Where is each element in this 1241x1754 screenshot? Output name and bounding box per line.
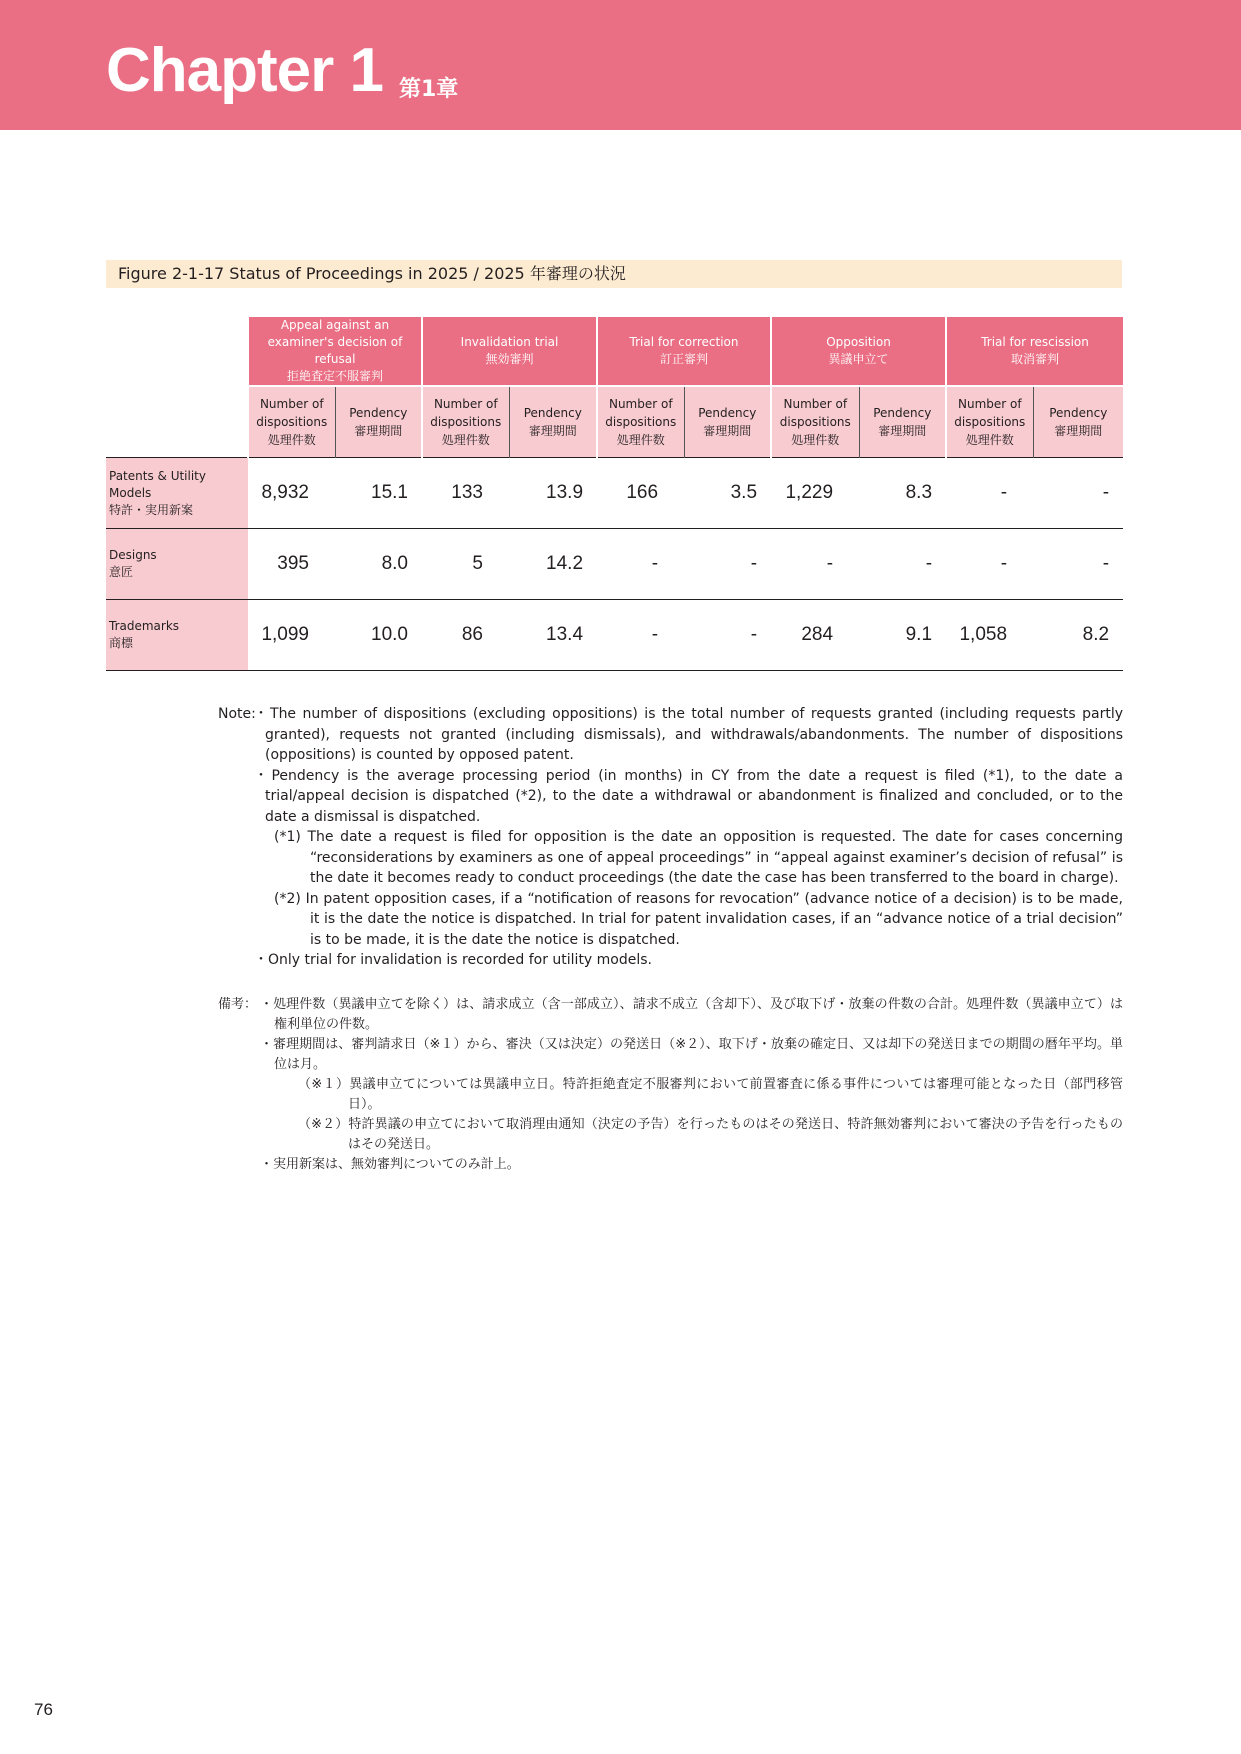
note-label-jp: 備考： — [218, 996, 258, 1012]
table-cell: 8.0 — [335, 529, 422, 600]
subhead-jp: 審理期間 — [1054, 424, 1103, 438]
row-header-jp: 商標 — [109, 636, 134, 650]
subhead-jp: 審理期間 — [354, 424, 403, 438]
table-cell: - — [859, 529, 946, 600]
subhead-text: Pendency — [698, 406, 757, 420]
group-jp: 異議申立て — [828, 352, 889, 366]
group-header-rescission — [946, 317, 1123, 386]
note-jp — [218, 995, 1123, 1175]
subhead-pendency — [684, 386, 771, 458]
note-bullet: ・Only trial for invalidation is recorded for utility models. — [254, 952, 653, 968]
group-jp: 拒絶査定不服審判 — [286, 369, 383, 383]
row-header — [106, 600, 248, 671]
table-cell: - — [946, 529, 1033, 600]
page-number: 76 — [34, 1700, 53, 1719]
row-header-en: Trademarks — [109, 619, 180, 633]
row-header-jp: 意匠 — [109, 565, 134, 579]
table-cell: 8,932 — [248, 458, 335, 529]
table-cell: 86 — [422, 600, 509, 671]
group-en: Appeal against an examiner's decision of refusal — [267, 318, 403, 366]
table-cell: 166 — [597, 458, 684, 529]
subhead-pendency — [1033, 386, 1123, 458]
note-bullet: ・The number of dispositions (excluding oppositions) is the total number of requests granted (including requests partly granted), requests not granted (including dismissals), and withdrawals/abandonments. The number of dispositions (oppositions) is counted by opposed patent. — [254, 706, 1123, 763]
table-cell: 9.1 — [859, 600, 946, 671]
subhead-pendency — [859, 386, 946, 458]
group-en: Trial for rescission — [981, 335, 1089, 349]
note-en — [218, 704, 1123, 971]
row-header — [106, 458, 248, 529]
group-jp: 訂正審判 — [660, 352, 709, 366]
subhead-jp: 処理件数 — [965, 433, 1014, 447]
table-cell: 3.5 — [684, 458, 771, 529]
table-cell: - — [597, 600, 684, 671]
note-subnote-jp: （※１）異議申立てについては異議申立日。特許拒絶査定不服審判において前置審査に係る事件については審理可能となった日（部門移管日）。 — [298, 1076, 1123, 1112]
row-header-en: Designs — [109, 548, 157, 562]
table-cell: - — [771, 529, 859, 600]
subhead-jp: 審理期間 — [528, 424, 577, 438]
table-cell: 1,099 — [248, 600, 335, 671]
subhead-pendency — [509, 386, 597, 458]
group-header-invalidation — [422, 317, 597, 386]
row-header-jp: 特許・実用新案 — [109, 502, 194, 517]
sub-header-row — [106, 386, 1123, 458]
table-cell: 8.2 — [1033, 600, 1123, 671]
group-jp: 無効審判 — [485, 352, 534, 366]
note-bullet-jp: ・処理件数（異議申立てを除く）は、請求成立（含一部成立）、請求不成立（含却下）、及び取下げ・放棄の件数の合計。処理件数（異議申立て）は権利単位の件数。 — [260, 996, 1123, 1032]
table-cell: 1,058 — [946, 600, 1033, 671]
table-cell: 13.9 — [509, 458, 597, 529]
row-header — [106, 529, 248, 600]
subhead-jp: 処理件数 — [791, 433, 840, 447]
corner-cell — [106, 386, 248, 458]
subhead-jp: 処理件数 — [267, 433, 316, 447]
figure-title: Figure 2-1-17 Status of Proceedings in 2025 / 2025 年審理の状況 — [106, 260, 1122, 288]
table-cell: - — [684, 600, 771, 671]
table-cell: - — [597, 529, 684, 600]
table-row — [106, 529, 1123, 600]
table-cell: 133 — [422, 458, 509, 529]
subhead-text: Number of — [783, 397, 848, 411]
group-header-correction — [597, 317, 771, 386]
subhead-jp: 審理期間 — [878, 424, 927, 438]
table-cell: 14.2 — [509, 529, 597, 600]
table-cell: 15.1 — [335, 458, 422, 529]
group-en: Trial for correction — [629, 335, 739, 349]
table-cell: - — [1033, 529, 1123, 600]
chapter-banner — [0, 0, 1241, 130]
subhead-dispositions — [771, 386, 859, 458]
subhead-dispositions — [597, 386, 684, 458]
table-cell: 5 — [422, 529, 509, 600]
note-subnote: (*1) The date a request is filed for opposition is the date an opposition is requested. The date for cases concerning “reconsiderations by examiners as one of appeal proceedings” in “appeal against examiner’s decision of refusal” is the date it becomes ready to conduct proceedings (the date the case has been transferred to the board in charge). — [274, 829, 1123, 886]
subhead-jp: 処理件数 — [616, 433, 665, 447]
group-header-opposition — [771, 317, 946, 386]
subhead-dispositions — [946, 386, 1033, 458]
proceedings-table — [106, 317, 1123, 671]
subhead-jp: 審理期間 — [703, 424, 752, 438]
subhead-jp: 処理件数 — [441, 433, 490, 447]
subhead-text: dispositions — [779, 415, 851, 429]
group-header-row — [106, 317, 1123, 386]
group-header-appeal — [248, 317, 422, 386]
subhead-text: Pendency — [873, 406, 932, 420]
table-cell: 10.0 — [335, 600, 422, 671]
subhead-text: Number of — [608, 397, 673, 411]
table-cell: 8.3 — [859, 458, 946, 529]
note-label: Note: — [218, 706, 256, 722]
subhead-text: Number of — [433, 397, 498, 411]
subhead-text: Number of — [957, 397, 1022, 411]
group-en: Opposition — [826, 335, 891, 349]
subhead-text: Pendency — [349, 406, 408, 420]
table-cell: - — [684, 529, 771, 600]
subhead-text: Number of — [259, 397, 324, 411]
chapter-title-jp: 第1章 — [399, 77, 459, 102]
note-subnote-jp: （※２）特許異議の申立てにおいて取消理由通知（決定の予告）を行ったものはその発送日、特許無効審判において審決の予告を行ったものはその発送日。 — [298, 1116, 1123, 1152]
subhead-text: dispositions — [605, 415, 677, 429]
note-subnote: (*2) In patent opposition cases, if a “notification of reasons for revocation” (advance notice of a decision) is to be made, it is the date the notice is dispatched. In trial for patent invalidation cases, if an “advance notice of a trial decision” is to be made, it is the date the notice is dispatched. — [274, 890, 1123, 948]
table-cell: 13.4 — [509, 600, 597, 671]
subhead-text: dispositions — [954, 415, 1026, 429]
table-row — [106, 600, 1123, 671]
corner-cell — [106, 317, 248, 386]
subhead-text: dispositions — [256, 415, 328, 429]
subhead-text: Pendency — [1049, 406, 1108, 420]
subhead-dispositions — [248, 386, 335, 458]
subhead-text: dispositions — [430, 415, 502, 429]
table-cell: - — [946, 458, 1033, 529]
table-cell: 395 — [248, 529, 335, 600]
chapter-title: Chapter 1 — [106, 36, 383, 105]
table-cell: - — [1033, 458, 1123, 529]
subhead-text: Pendency — [523, 406, 582, 420]
note-bullet: ・Pendency is the average processing period (in months) in CY from the date a request is filed (*1), to the date a trial/appeal decision is dispatched (*2), to the date a withdrawal or abandonment is finalized and concluded, or to the date a dismissal is dispatched. — [254, 767, 1123, 825]
group-en: Invalidation trial — [460, 335, 559, 349]
notes-section — [218, 704, 1123, 1175]
subhead-dispositions — [422, 386, 509, 458]
table-cell: 1,229 — [771, 458, 859, 529]
table-row — [106, 458, 1123, 529]
subhead-pendency — [335, 386, 422, 458]
note-bullet-jp: ・審理期間は、審判請求日（※１）から、審決（又は決定）の発送日（※２）、取下げ・放棄の確定日、又は却下の発送日までの期間の暦年平均。単位は月。 — [260, 1036, 1123, 1072]
row-header-en: Patents & Utility Models — [109, 468, 206, 500]
note-bullet-jp: ・実用新案は、無効審判についてのみ計上。 — [260, 1156, 520, 1172]
table-cell: 284 — [771, 600, 859, 671]
group-jp: 取消審判 — [1011, 352, 1060, 366]
